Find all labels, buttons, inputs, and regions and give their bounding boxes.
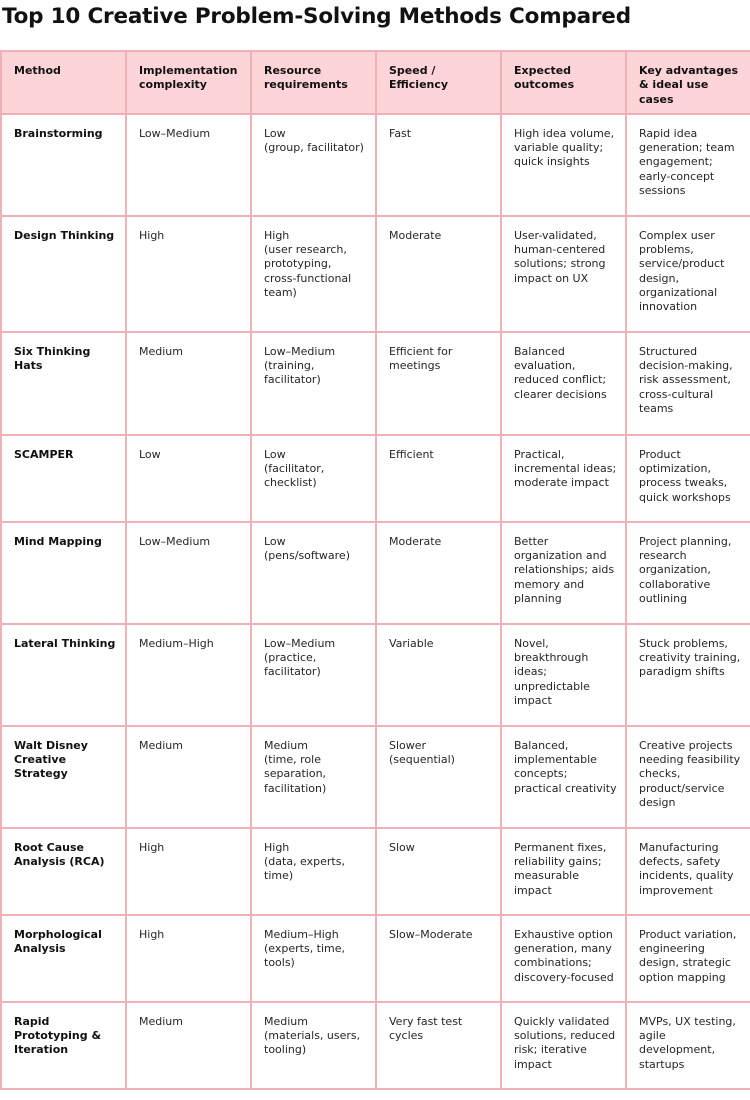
outcomes-cell: High idea volume, variable quality; quick insights bbox=[501, 114, 626, 216]
table-row bbox=[1, 1002, 750, 1089]
advantages-cell: MVPs, UX testing, agile development, startups bbox=[626, 1002, 750, 1089]
outcomes-cell: Balanced evaluation, reduced conflict; clearer decisions bbox=[501, 332, 626, 435]
complexity-cell: High bbox=[126, 915, 251, 1002]
complexity-cell: Low bbox=[126, 435, 251, 522]
method-cell: Lateral Thinking bbox=[1, 624, 126, 726]
advantages-cell: Product variation, engineering design, strategic option mapping bbox=[626, 915, 750, 1002]
resources-cell: Medium (materials, users, tooling) bbox=[251, 1002, 376, 1089]
speed-cell: Variable bbox=[376, 624, 501, 726]
table-row bbox=[1, 114, 750, 216]
advantages-cell: Product optimization, process tweaks, quick workshops bbox=[626, 435, 750, 522]
resources-cell: Low (pens/software) bbox=[251, 522, 376, 624]
speed-cell: Efficient bbox=[376, 435, 501, 522]
outcomes-cell: Balanced, implementable concepts; practical creativity bbox=[501, 726, 626, 828]
outcomes-cell: Better organization and relationships; aids memory and planning bbox=[501, 522, 626, 624]
advantages-cell: Complex user problems, service/product design, organizational innovation bbox=[626, 216, 750, 332]
complexity-cell: Medium–High bbox=[126, 624, 251, 726]
resources-cell: High (user research, prototyping, cross-functional team) bbox=[251, 216, 376, 332]
table-row bbox=[1, 216, 750, 332]
header-outcomes: Expected outcomes bbox=[501, 51, 626, 114]
header-advantages: Key advantages & ideal use cases bbox=[626, 51, 750, 114]
method-cell: Rapid Prototyping & Iteration bbox=[1, 1002, 126, 1089]
method-cell: Brainstorming bbox=[1, 114, 126, 216]
header-resources: Resource requirements bbox=[251, 51, 376, 114]
method-cell: Design Thinking bbox=[1, 216, 126, 332]
method-cell: Six Thinking Hats bbox=[1, 332, 126, 435]
speed-cell: Efficient for meetings bbox=[376, 332, 501, 435]
method-cell: Mind Mapping bbox=[1, 522, 126, 624]
header-speed: Speed / Efficiency bbox=[376, 51, 501, 114]
resources-cell: Medium (time, role separation, facilitation) bbox=[251, 726, 376, 828]
resources-cell: Medium–High (experts, time, tools) bbox=[251, 915, 376, 1002]
advantages-cell: Creative projects needing feasibility checks, product/service design bbox=[626, 726, 750, 828]
outcomes-cell: User-validated, human-centered solutions; strong impact on UX bbox=[501, 216, 626, 332]
complexity-cell: Low–Medium bbox=[126, 522, 251, 624]
advantages-cell: Structured decision-making, risk assessment, cross-cultural teams bbox=[626, 332, 750, 435]
complexity-cell: High bbox=[126, 828, 251, 915]
table-row bbox=[1, 435, 750, 522]
header-complexity: Implementation complexity bbox=[126, 51, 251, 114]
outcomes-cell: Practical, incremental ideas; moderate impact bbox=[501, 435, 626, 522]
speed-cell: Fast bbox=[376, 114, 501, 216]
table-row bbox=[1, 332, 750, 435]
method-cell: Walt Disney Creative Strategy bbox=[1, 726, 126, 828]
advantages-cell: Stuck problems, creativity training, paradigm shifts bbox=[626, 624, 750, 726]
outcomes-cell: Permanent fixes, reliability gains; measurable impact bbox=[501, 828, 626, 915]
resources-cell: Low (facilitator, checklist) bbox=[251, 435, 376, 522]
complexity-cell: High bbox=[126, 216, 251, 332]
speed-cell: Slow–Moderate bbox=[376, 915, 501, 1002]
advantages-cell: Manufacturing defects, safety incidents, quality improvement bbox=[626, 828, 750, 915]
header-row bbox=[1, 51, 750, 114]
table-row bbox=[1, 522, 750, 624]
method-cell: SCAMPER bbox=[1, 435, 126, 522]
table-row bbox=[1, 726, 750, 828]
advantages-cell: Project planning, research organization, collaborative outlining bbox=[626, 522, 750, 624]
speed-cell: Slower (sequential) bbox=[376, 726, 501, 828]
advantages-cell: Rapid idea generation; team engagement; early-concept sessions bbox=[626, 114, 750, 216]
page-title: Top 10 Creative Problem-Solving Methods Compared bbox=[2, 4, 631, 29]
speed-cell: Moderate bbox=[376, 522, 501, 624]
table-row bbox=[1, 624, 750, 726]
complexity-cell: Medium bbox=[126, 332, 251, 435]
outcomes-cell: Quickly validated solutions, reduced risk; iterative impact bbox=[501, 1002, 626, 1089]
resources-cell: Low (group, facilitator) bbox=[251, 114, 376, 216]
complexity-cell: Medium bbox=[126, 726, 251, 828]
speed-cell: Slow bbox=[376, 828, 501, 915]
outcomes-cell: Exhaustive option generation, many combinations; discovery-focused bbox=[501, 915, 626, 1002]
table-row bbox=[1, 828, 750, 915]
complexity-cell: Medium bbox=[126, 1002, 251, 1089]
header-method: Method bbox=[1, 51, 126, 114]
method-cell: Morphological Analysis bbox=[1, 915, 126, 1002]
resources-cell: High (data, experts, time) bbox=[251, 828, 376, 915]
outcomes-cell: Novel, breakthrough ideas; unpredictable impact bbox=[501, 624, 626, 726]
resources-cell: Low–Medium (training, facilitator) bbox=[251, 332, 376, 435]
comparison-table bbox=[0, 50, 750, 1090]
table-row bbox=[1, 915, 750, 1002]
speed-cell: Moderate bbox=[376, 216, 501, 332]
complexity-cell: Low–Medium bbox=[126, 114, 251, 216]
resources-cell: Low–Medium (practice, facilitator) bbox=[251, 624, 376, 726]
method-cell: Root Cause Analysis (RCA) bbox=[1, 828, 126, 915]
speed-cell: Very fast test cycles bbox=[376, 1002, 501, 1089]
